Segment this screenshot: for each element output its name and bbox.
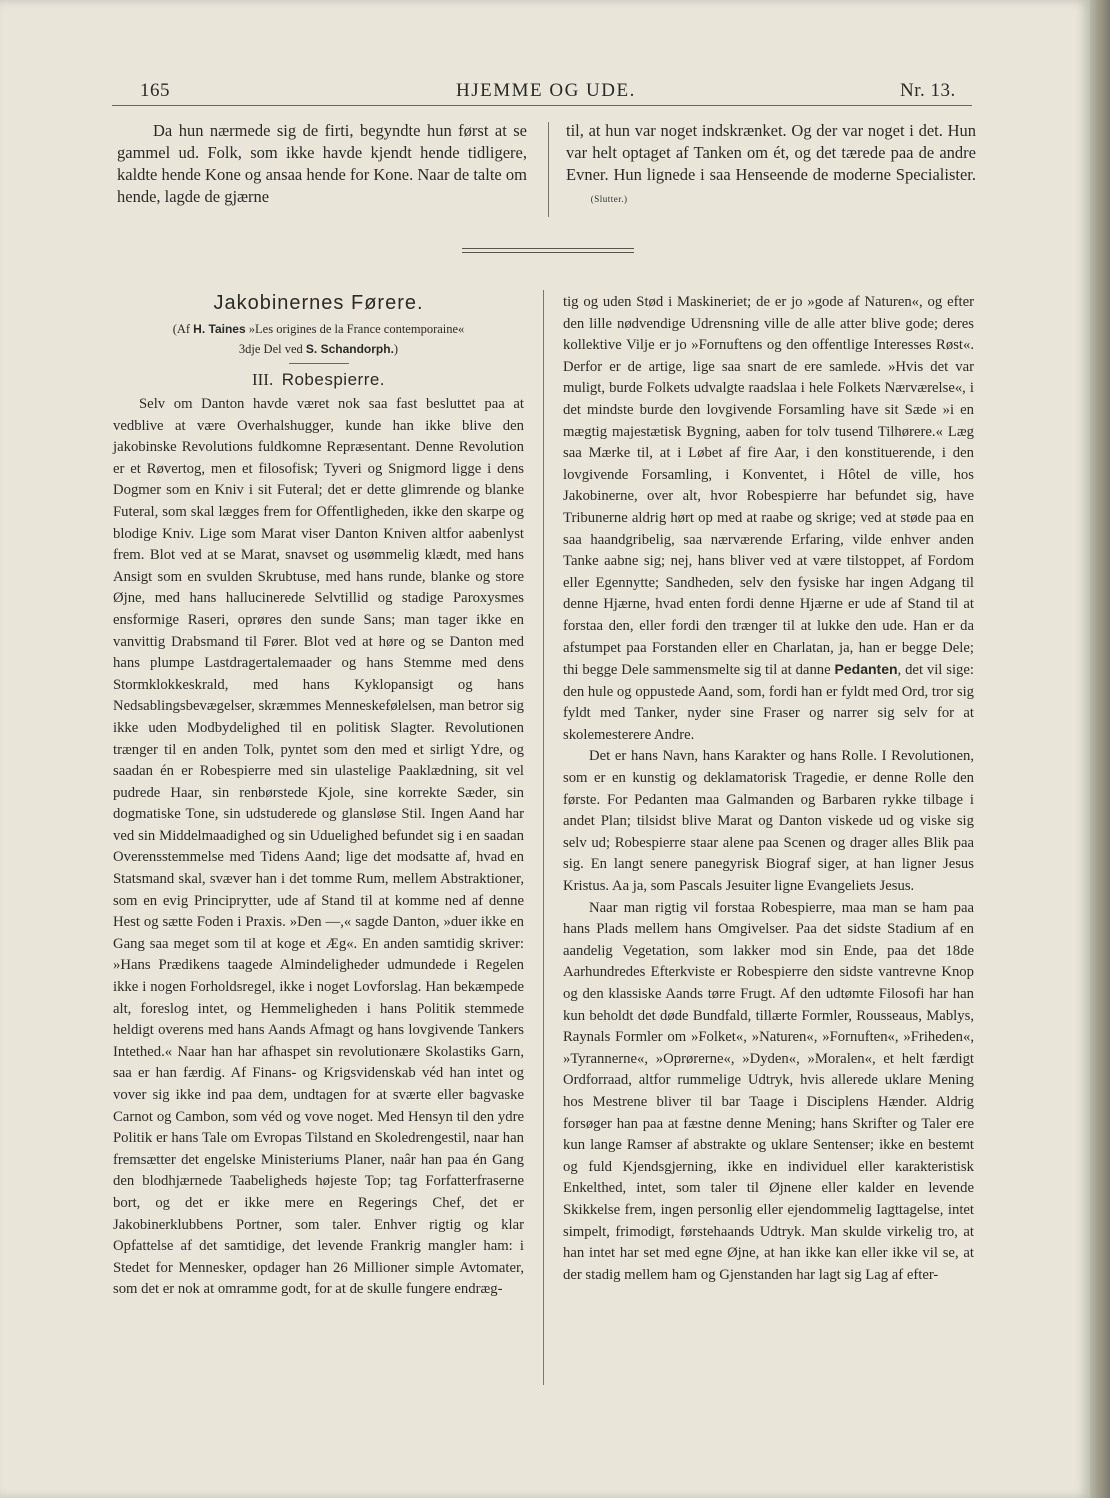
author-name: H. Taines	[193, 322, 246, 336]
end-mark: (Slutter.)	[590, 194, 628, 204]
article-title: Jakobinernes Førere.	[213, 292, 424, 314]
journal-title: HJEMME OG UDE.	[456, 80, 636, 101]
attribution-rule	[289, 363, 349, 364]
article-left-column	[113, 292, 524, 1301]
section-heading: III. Robespierre.	[251, 370, 386, 389]
book-spine	[1090, 0, 1110, 1498]
page-number: 165	[140, 80, 170, 101]
emphasis-pedanten: Pedanten	[834, 661, 898, 678]
top-left-column	[117, 120, 527, 208]
paragraph: Naar man rigtig vil forstaa Robespierre, maa man se ham paa hans Plads mellem hans Omgivelser. Paa det sidste Stadium af en aandelig Vegetation, som lakker mod sin Ende, paa det 18de Aarhundredes Efterkviste er Robespierre den sidste vantrevne Knop og den klassiske Aands tørre Frugt. Af den udtømte Filosofi har han kun beholdt det døde Bundfald, tillærte Formler, Rousseaus, Mablys, Raynals Formler om »Folket«, »Naturen«, »Fornuften«, »Friheden«, »Tyrannerne«, »Oprørerne«, »Dyden«, »Moralen«, et helt færdigt Ordforraad, altfor rummelige Udtryk, hvis allerede uklare Mening hos Mestrene bliver til bar Taage i Disciplens Hænder. Aldrig forsøger han paa at fæstne denne Mening; hans Skrifter og Taler ere kun lange Ramser af abstrakte og uklare Sentenser; ikke en bestemt og fuld Kjendsgjerning, ikke en individuel eller karakteristisk Enkelthed, intet, som taler til Øjnene eller kalder en levende Skikkelse frem, ingen personlig eller ejendommelig Iagttagelse, intet simpelt, frimodigt, førstehaands Udtryk. Man skulde virkelig tro, at han intet har set med egne Øjne, at han ikke kan eller ikke vil se, at der stadig mellem ham og Gjenstanden har lagt sig Lag af efter-	[563, 899, 974, 1283]
top-left-text: Da hun nærmede sig de firti, begyndte hun først at se gammel ud. Folk, som ikke havde kjendt hende tidligere, kaldte hende Kone og ansaa hende for Kone. Naar de talte om hende, lagde de gjærne	[117, 121, 527, 206]
issue-number: Nr. 13.	[900, 80, 956, 101]
section-divider	[462, 248, 634, 249]
article-right-column	[563, 292, 974, 1286]
translator-name: S. Schandorph.	[305, 342, 394, 356]
column-divider	[543, 290, 544, 1385]
paragraph: Det er hans Navn, hans Karakter og hans Rolle. I Revolutionen, som er en kunstig og deklamatorisk Tragedie, er denne Rolle den første. For Pedanten maa Galmanden og Barbaren rykke tilbage i andet Plan; tilsidst blive Marat og Danton viskede ud og viske sig selv ud; Robespierre staar alene paa Scenen og drager alles Blik paa sig. En langt senere panegyrisk Biograf siger, at han ligner Jesus Kristus. Aa ja, som Pascals Jesuiter ligne Evangeliets Jesus.	[563, 748, 974, 895]
header-rule	[112, 105, 972, 106]
article-attribution: (Af H. Taines »Les origines de la France contemporaine« 3dje Del ved S. Schandorph.)	[172, 322, 465, 356]
paragraph: tig og uden Stød i Maskineriet; de er jo »gode af Naturen«, og efter den lille nødvendige Udrensning ville de alle atter blive gode; deres kollektive Vilje er jo »Fornuftens og den offentlige Interesses Røst«. Derfor er de artige, lige saa snart de ere samlede. »Hvis det var muligt, burde Folkets udvalgte raadslaa i hele Folkets Nærværelse«, i det mindste burde den lovgivende Forsamling have sit Sæde »i en mægtig majestætisk Bygning, aaben for tolv tusend Tilhørere.« Læg saa Mærke til, at i Løbet af fire Aar, i den konstituerende, i den lovgivende Forsamling, i Konventet, i Hôtel de ville, hos Jakobinerne, over alt, hvor Robespierre har befundet sig, have Tribunerne aldrig hørt op med at raabe og skrige; ved at støde paa en saa haandgribelig, saa nærværende Erfaring, vilde enhver anden Tanke aabne sig; nej, hans bliver ved at være tilstoppet, af Fordom eller Egennytte; Sandheden, selv den fysiske har ingen Adgang til denne Hjærne, hvad enten fordi denne Hjærne er ude af Stand til at forstaa den, eller fordi den trænger til at lukke den ude. Han er da afstumpet paa Forstanden eller en Charlatan, ja, han er begge Dele; thi begge Dele sammensmelte sig til at danne Pedanten, det vil sige: den hule og oppustede Aand, som, fordi han er fyldt med Ord, tror sig fyldt med Tanker, nyder sine Fraser og narrer sig selv for at skolemesterere Andre.	[563, 294, 974, 743]
section-divider-lower	[462, 252, 634, 253]
top-right-column	[566, 120, 976, 210]
paragraph: Selv om Danton havde været nok saa fast besluttet paa at vedblive at være Overhalshugger, kunde han ikke blive den jakobinske Revolutions fuldkomne Repræsentant. Denne Revolution er et Røvertog, men et filosofisk; Tyveri og Snigmord ligge i dens Dogmer som en Kniv i sit Futeral; det er dette glimrende og blanke Futeral, som skal lægges frem for Offentligheden, ikke den skarpe og blodige Kniv. Lige som Marat viser Danton Kniven altfor aabenlyst frem. Blot ved at se Marat, snavset og usømmelig klædt, med hans Ansigt som en svulden Skrubtuse, med hans runde, blanke og store Øjne, med hans hallucinerede Selvtillid og stadige Paroxysmes ensformige Raseri, oprøres den sunde Sans; man tager ikke en vanvittig Drabsmand til Fører. Blot ved at høre og se Danton med hans plumpe Lastdragertalemaader og hans Stemme med dens Stormklokkeskrald, med hans Kyklopansigt og hans Nedsablingsbevægelser, skræmmes Menneskefølelsen, man betror sig ikke uden Modbydelighed til en politisk Slagter. Revolutionen trænger til en anden Tolk, pyntet som den med et sirligt Ydre, og saadan én er Robespierre med sin ulastelige Paaklædning, sit vel pudrede Haar, sin renbørstede Kjole, sine korrekte Sæder, sin dogmatiske Tone, sin udstuderede og glansløse Stil. Ingen Aand har ved sin Middelmaadighed og sin Uduelighed befundet sig i en saadan Overensstemmelse med Tidens Aand; lige det modsatte af, hvad en Statsmand skal, svæver han i det tomme Rum, mellem Abstraktioner, som en evig Principrytter, ude af Stand til at komme ned af denne Hest og sætte Foden i Praxis. »Den —,« sagde Danton, »duer ikke en Gang saa meget som til at koge et Æg«. En anden samtidig skriver: »Hans Prædikens taagede Almindeligheder udmundede i Regelen ikke i nogen Forholdsregel, ikke i noget Lovforslag. Han bekæmpede alt, foreslog intet, og Hemmeligheden i hans Politik stemmede heldigt overens med hans Aands Afmagt og hans lovgivende Tankers Intethed.« Naar han har afhaspet sin revolutionære Skolastiks Garn, saa er han færdig. Af Finans- og Krigsvidenskab véd han intet og vover sig ikke ind paa dem, undtagen for at sværte eller bagvaske Carnot og Cambon, som véd og vove noget. Med Hensyn til den ydre Politik er hans Tale om Evropas Tilstand en Skoledrengestil, naar han fremsætter det engelske Ministeriums Planer, naâr han paa én Gang den blodhjærnede Taabeligheds højeste Top; tag Forfatterfraserne bort, og det er ikke mere en Regerings Chef, det er Jakobinerklubbens Portner, som taler. Enhver rigtig og klar Opfattelse af det samtidige, det levende Frankrig mangler ham: i Stedet for Mennesker, opdager han 26 Millioner simple Avtomater, som det er nok at omramme godt, for at de skulle fungere endræg-	[113, 396, 524, 1298]
top-right-text: til, at hun var noget indskrænket. Og der var noget i det. Hun var helt optaget af Tanken om ét, og det tærede paa de andre Evner. Hun lignede i saa Henseende de moderne Specialister. (Slutter.)	[566, 121, 976, 204]
column-divider-top	[548, 122, 549, 217]
